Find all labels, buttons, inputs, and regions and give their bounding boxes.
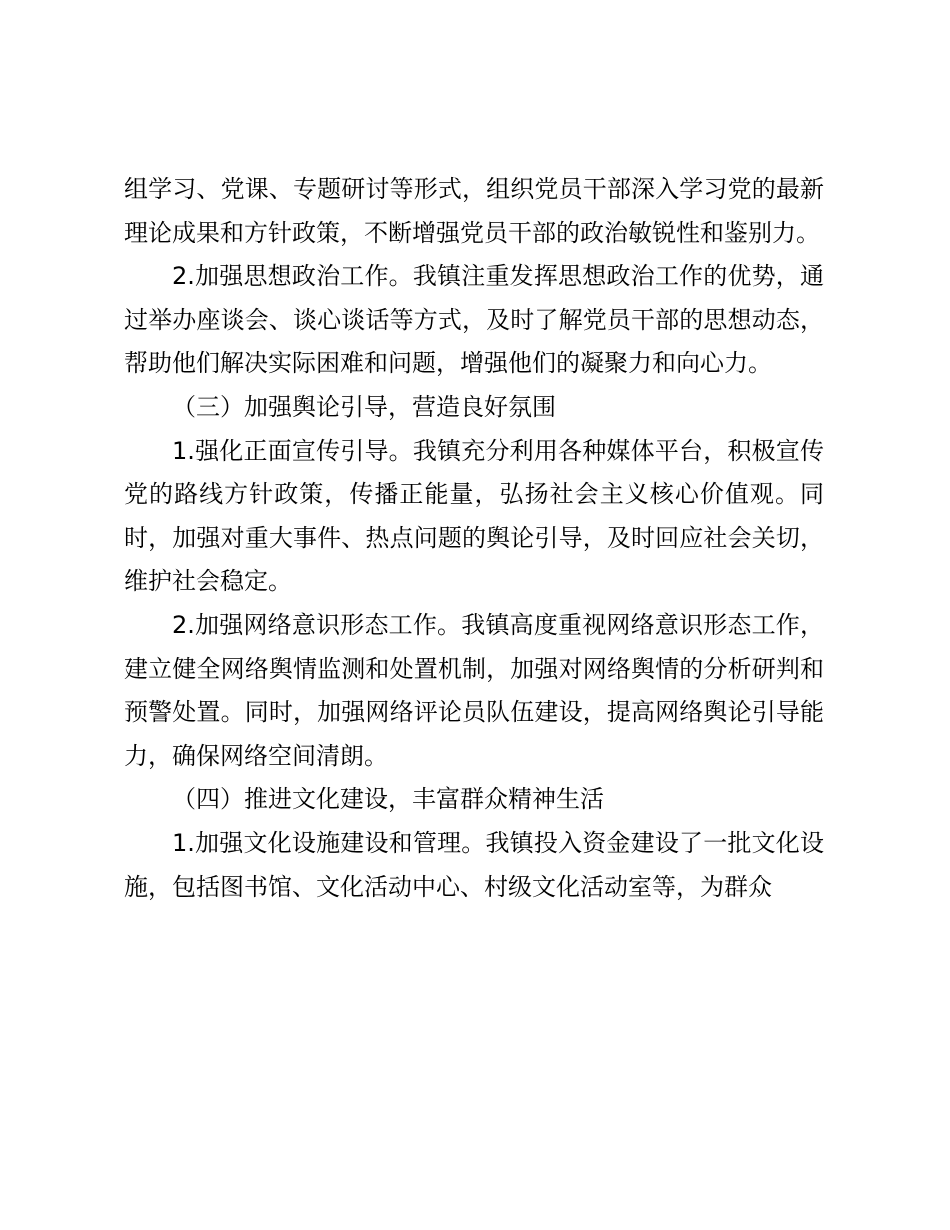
paragraph-continuation: 组学习、党课、专题研讨等形式，组织党员干部深入学习党的最新理论成果和方针政策，不断增强党员干部的政治敏锐性和鉴别力。 xyxy=(124,175,824,247)
paragraph-network-ideology: 2.加强网络意识形态工作。我镇高度重视网络意识形态工作，建立健全网络舆情监测和处置机制，加强对网络舆情的分析研判和预警处置。同时，加强网络评论员队伍建设，提高网络舆论引导能力，确保网络空间清朗。 xyxy=(124,610,824,770)
paragraph-ideological-work: 2.加强思想政治工作。我镇注重发挥思想政治工作的优势，通过举办座谈会、谈心谈话等方式，及时了解党员干部的思想动态，帮助他们解决实际困难和问题，增强他们的凝聚力和向心力。 xyxy=(124,262,824,378)
document-body xyxy=(124,168,824,909)
section-heading-culture: （四）推进文化建设，丰富群众精神生活 xyxy=(172,785,604,814)
paragraph-cultural-facilities: 1.加强文化设施建设和管理。我镇投入资金建设了一批文化设施，包括图书馆、文化活动中心、村级文化活动室等，为群众 xyxy=(124,828,824,901)
paragraph-positive-publicity: 1.强化正面宣传引导。我镇充分利用各种媒体平台，积极宣传党的路线方针政策，传播正能量，弘扬社会主义核心价值观。同时，加强对重大事件、热点问题的舆论引导，及时回应社会关切，维护社会稳定。 xyxy=(124,436,824,596)
section-heading-public-opinion: （三）加强舆论引导，营造良好氛围 xyxy=(172,392,556,421)
